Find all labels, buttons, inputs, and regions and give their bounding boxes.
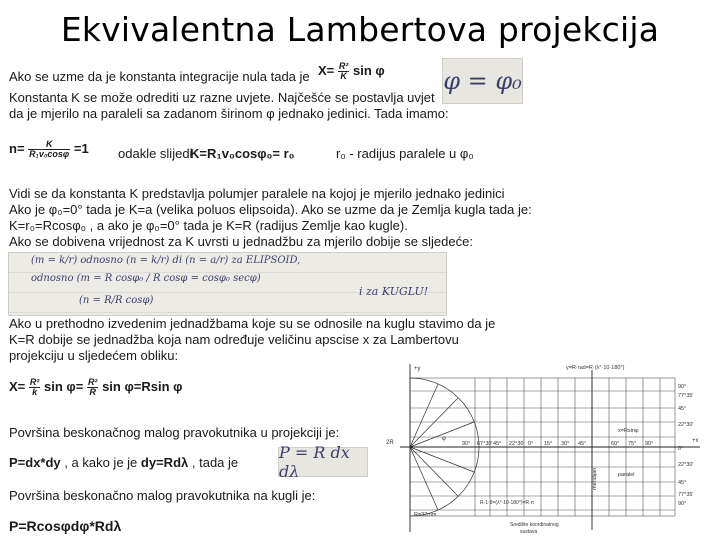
diagram-top-label: y=R·rad=R·(λ°·10·180°) (566, 365, 625, 371)
formula-equals-one: =1 (73, 140, 89, 156)
formula-n-label: n= (9, 140, 25, 156)
lat-label-4: 0° (678, 446, 684, 452)
text-line-1-content: Ako se uzme da je konstanta integracije nula tada je (9, 69, 310, 84)
handwritten-area-text: P = R dx dλ (279, 443, 350, 481)
diagram-x-axis-label: +x (692, 438, 699, 444)
text-r0-radius: r₀ - radijus paralele u φ₀ (336, 146, 474, 161)
formula-area-line (9, 455, 238, 471)
text-line-6: Ako je φ₀=0° tada je K=a (velika poluos elipsoida). Ako se uzme da je Zemlja kugla tada je: (9, 202, 532, 217)
fraction-denominator: R (89, 387, 96, 397)
long-label-5: 15° (544, 441, 553, 447)
text-line-7: K=r₀=Rcosφ₀ , a ako je φ₀=0° tada je K=R (radijus Zemlje kao kugle). (9, 218, 408, 233)
formula-x-sin (318, 62, 385, 81)
diagram-2r-label: 2R (386, 440, 394, 446)
formula-p-dxdy: P=dx*dy (9, 455, 61, 470)
text-odakle: odakle slijedi (118, 146, 193, 161)
lat-label-1: 77°35' (678, 393, 694, 399)
text-line-8: Ako se dobivena vrijednost za K uvrsti u jednadžbu za mjerilo dobije se sljedeće: (9, 234, 473, 249)
diagram-y-axis-label: +y (414, 366, 421, 372)
text-akako: , a kako je je (64, 455, 138, 470)
text-line-2: Konstanta K se može odrediti uz razne uvjete. Najčešće se postavlja uvjet (9, 90, 435, 105)
formula-dy: dy=Rdλ (140, 455, 189, 470)
handwritten-line-4: (n = R/R cosφ) (79, 295, 154, 306)
lambert-projection-diagram (380, 360, 710, 540)
formula-tail: sin φ=Rsin φ (102, 378, 183, 394)
lat-label-8: 90° (678, 501, 687, 507)
formula-middle: sin φ= (44, 378, 84, 394)
handwritten-line-2: odnosno (m = R cosφ₀ / R cosφ = cosφ₀ secφ) (31, 273, 261, 284)
text-line-3: da je mjerilo na paraleli sa zadanom širinom φ jednako jedinici. Tada imamo: (9, 106, 449, 121)
text-tada: , tada je (191, 455, 239, 470)
long-label-1: 67°30' (477, 441, 493, 447)
formula-sphere-area: P=Rcosφdφ*Rdλ (9, 518, 122, 534)
lat-label-3: 22°30' (678, 422, 694, 428)
diagram-caption-2: sustava (520, 529, 538, 535)
lat-label-6: 45° (678, 480, 687, 486)
fraction-r2-r (87, 378, 99, 397)
long-label-6: 30° (561, 441, 570, 447)
formula-sin-phi: sin φ (353, 62, 385, 78)
long-label-3: 22°30' (509, 441, 525, 447)
diagram-parallel-label: paralel (618, 472, 635, 478)
lat-label-2: 45° (678, 406, 687, 412)
fraction-numerator: R² (338, 61, 349, 71)
diagram-phi-label: φ (442, 436, 446, 442)
handwritten-phi-text: φ = φ₀ (443, 67, 522, 95)
lat-label-5: 22°30' (678, 462, 694, 468)
handwritten-notes-photo (8, 252, 447, 316)
diagram-bottom-formula: R·1·8=(λ°·10·180°)=R·π (480, 500, 535, 506)
text-line-5: Vidi se da konstanta K predstavlja polumjer paralele na kojoj je mjerilo jednako jedinici (9, 186, 505, 201)
long-label-4: 0° (528, 441, 534, 447)
formula-x-label: X= (9, 378, 26, 394)
text-line-11: projekciju u sljedećem obliku: (9, 348, 179, 363)
lat-label-0: 90° (678, 384, 687, 390)
handwritten-line-1: (m = k/r) odnosno (n = k/r) di (n = a/r) za ELIPSOID, (31, 255, 301, 266)
text-line-15: Površina beskonačno malog pravokutnika na kugli je: (9, 488, 316, 503)
long-label-9: 75° (628, 441, 637, 447)
formula-x-label: X= (318, 62, 335, 78)
long-label-8: 60° (611, 441, 620, 447)
fraction-numerator: R² (87, 377, 98, 387)
long-label-2: 45° (493, 441, 502, 447)
fraction-k-r1v0 (28, 140, 70, 159)
formula-k-r0: K=R₁v₀cosφ₀= r₀ (190, 146, 295, 161)
diagram-x-formula: x=Rsinφ (618, 428, 639, 434)
fraction-denominator: k (32, 387, 38, 397)
fraction-denominator: R₁v₀cosφ (29, 149, 70, 159)
long-label-0: 90° (462, 441, 471, 447)
fraction-denominator: K (340, 71, 347, 81)
text-line-10: K=R dobije se jednadžba koja nam određuje veličinu apscise x za Lambertovu (9, 332, 459, 347)
long-label-10: 90° (645, 441, 654, 447)
handwritten-line-3: i za KUGLU! (359, 285, 429, 298)
lat-label-7: 77°35' (678, 492, 694, 498)
fraction-r2-k (338, 62, 350, 81)
fraction-numerator: K (28, 140, 70, 150)
formula-lambert-x (9, 378, 182, 397)
handwritten-photo-area (278, 443, 368, 481)
long-label-7: 45° (578, 441, 587, 447)
text-line-9: Ako u prethodno izvedenim jednadžbama koje su se odnosile na kuglu stavimo da je (9, 316, 496, 331)
diagram-radius-label: R=32mm (414, 512, 437, 518)
handwritten-photo-phi (442, 58, 523, 104)
diagram-meridian-label: meridijan (592, 467, 598, 490)
fraction-r2-k (29, 378, 41, 397)
formula-n (9, 140, 89, 159)
page-title: Ekvivalentna Lambertova projekcija (60, 10, 660, 49)
text-line-13: Površina beskonačnog malog pravokutnika u projekciji je: (9, 425, 340, 440)
diagram-caption-1: Središte koordinatnog (510, 522, 559, 528)
fraction-numerator: R² (29, 377, 40, 387)
text-line-1 (9, 69, 310, 85)
